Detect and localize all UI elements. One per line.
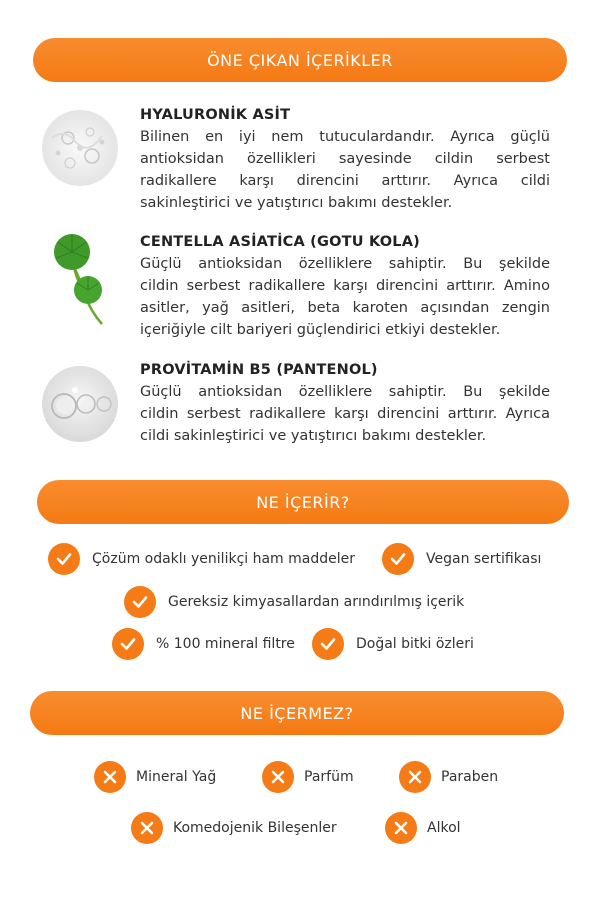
ingredient-title: PROVİTAMİN B5 (PANTENOL) <box>140 362 378 378</box>
desc-line: asitler, yağ asitleri, beta karoten açısından zengin <box>140 300 550 316</box>
ingredient-description <box>140 253 550 341</box>
check-icon <box>124 586 156 618</box>
contains-item-label: Çözüm odaklı yenilikçi ham maddeler <box>92 551 356 567</box>
desc-line: içeriğiyle cilt bariyeri güçlendirici etkiyi destekler. <box>140 322 501 338</box>
check-icon <box>112 628 144 660</box>
excludes-banner: NE İÇERMEZ? <box>30 691 564 735</box>
excludes-item <box>399 760 498 794</box>
desc-line: Güçlü antioksidan özelliklere sahiptir. Bu şekilde <box>140 384 550 400</box>
ingredient-description <box>140 381 550 447</box>
centella-leaf-icon <box>40 228 120 328</box>
desc-line: sakinleştirici ve yatıştırıcı bakımı destekler. <box>140 195 453 211</box>
excludes-item-label: Komedojenik Bileşenler <box>173 820 337 836</box>
check-icon <box>312 628 344 660</box>
desc-line: radikallere karşı direncini arttırır. Ayrıca cildi <box>140 173 550 189</box>
contains-banner: NE İÇERİR? <box>37 480 569 524</box>
cross-icon <box>385 812 417 844</box>
excludes-item-label: Paraben <box>441 769 499 785</box>
contains-item <box>124 585 464 619</box>
excludes-item <box>94 760 216 794</box>
contains-item <box>382 542 541 576</box>
cross-icon <box>399 761 431 793</box>
excludes-item <box>131 811 337 845</box>
featured-ingredients-banner: ÖNE ÇIKAN İÇERİKLER <box>33 38 567 82</box>
desc-line: cildin serbest radikallere karşı direncini arttırır. Ayrıca <box>140 406 550 422</box>
desc-line: cildi sakinleştirici ve yatıştırıcı bakımı destekler. <box>140 428 487 444</box>
desc-line: Bilinen en iyi nem tutuculardandır. Ayrıca güçlü <box>140 129 550 145</box>
contains-item <box>312 627 474 661</box>
contains-item <box>112 627 295 661</box>
cross-icon <box>262 761 294 793</box>
contains-item-label: % 100 mineral filtre <box>156 636 295 652</box>
check-icon <box>48 543 80 575</box>
cross-icon <box>94 761 126 793</box>
excludes-item <box>262 760 354 794</box>
cross-icon <box>131 812 163 844</box>
contains-item-label: Gereksiz kimyasallardan arındırılmış içerik <box>168 594 465 610</box>
serum-drops-icon <box>40 364 120 444</box>
excludes-item-label: Parfüm <box>304 769 354 785</box>
desc-line: antioksidan özellikleri sayesinde cildin serbest <box>140 151 550 167</box>
contains-item-label: Vegan sertifikası <box>426 551 542 567</box>
desc-line: cildin serbest radikallere karşı direncini arttırır. Amino <box>140 278 550 294</box>
hyaluronic-gel-icon <box>40 108 120 188</box>
ingredient-title: HYALURONİK ASİT <box>140 107 291 123</box>
contains-item-label: Doğal bitki özleri <box>356 636 474 652</box>
excludes-item-label: Alkol <box>427 820 461 836</box>
contains-item <box>48 542 355 576</box>
ingredient-description <box>140 126 550 214</box>
ingredient-title: CENTELLA ASİATİCA (GOTU KOLA) <box>140 234 420 250</box>
check-icon <box>382 543 414 575</box>
excludes-item-label: Mineral Yağ <box>136 769 217 785</box>
excludes-item <box>385 811 461 845</box>
desc-line: Güçlü antioksidan özelliklere sahiptir. Bu şekilde <box>140 256 550 272</box>
